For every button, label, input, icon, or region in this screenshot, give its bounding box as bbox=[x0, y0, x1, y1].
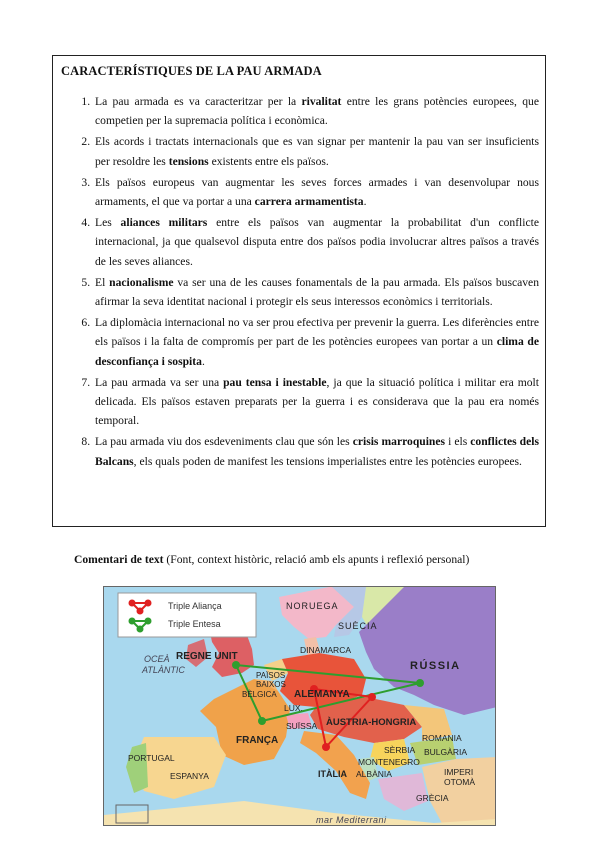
label-mar: mar Mediterrani bbox=[316, 815, 387, 825]
entente-node-franca bbox=[258, 717, 266, 725]
item-keyword: crisis marroquines bbox=[352, 435, 446, 449]
label-regne-unit: REGNE UNIT bbox=[176, 651, 238, 662]
label-paisos-1: PAÏSOS bbox=[256, 671, 286, 680]
label-portugal: PORTUGAL bbox=[128, 753, 175, 763]
entente-node-uk bbox=[232, 661, 240, 669]
item-text: El bbox=[95, 275, 110, 289]
label-suissa: SUÏSSA bbox=[286, 721, 318, 731]
item-keyword: rivalitat bbox=[301, 95, 342, 108]
label-franca: FRANÇA bbox=[236, 735, 279, 746]
label-alemanya: ALEMANYA bbox=[294, 689, 350, 700]
characteristic-item bbox=[93, 313, 539, 371]
comment-instruction bbox=[74, 553, 469, 566]
item-keyword: pau tensa i inestable bbox=[223, 375, 327, 389]
item-text: entre els països van augmentar la probabilitat d'un conflicte internacional, ja que qualsevol disputa entre dos països podia involucrar altres països a través de les seves aliances. bbox=[95, 216, 540, 268]
item-text: i els bbox=[445, 435, 471, 449]
label-paisos-2: BAIXOS bbox=[256, 680, 286, 689]
item-text: La diplomàcia internacional no va ser prou efectiva per prevenir la guerra. Les diferències entre els països i la falta de compromís per part de les potències europees van portar a un bbox=[95, 316, 539, 349]
item-keyword: tensions bbox=[168, 154, 209, 168]
item-text: Els acords i tractats internacionals que es van signar per mantenir la pau van ser insuficients per resoldre les bbox=[95, 135, 539, 168]
label-noruega: NORUEGA bbox=[286, 601, 339, 611]
comment-bold: Comentari de text bbox=[74, 553, 164, 566]
label-belgica: BÈLGICA bbox=[242, 690, 277, 699]
item-keyword: aliances militars bbox=[120, 216, 208, 230]
item-text: va ser una de les causes fonamentals de la pau armada. Els països buscaven afirmar la seva identitat nacional i protegir els seus interessos econòmics i territorials. bbox=[95, 275, 539, 309]
label-grecia: GRÈCIA bbox=[416, 793, 449, 803]
alliance-node-italia bbox=[322, 743, 330, 751]
item-keyword: carrera armamentista bbox=[254, 195, 364, 209]
item-keyword: nacionalisme bbox=[109, 275, 174, 289]
characteristic-item bbox=[93, 432, 539, 470]
characteristics-list bbox=[53, 92, 547, 473]
item-text: , els quals poden de manifest les tensions imperialistes entre les potències europees. bbox=[133, 454, 522, 468]
label-servia: SÈRBIA bbox=[384, 745, 416, 755]
label-russia: RÚSSIA bbox=[410, 660, 461, 672]
characteristic-item bbox=[93, 132, 539, 170]
label-bulgaria: BULGÀRIA bbox=[424, 747, 467, 757]
item-keyword: conflictes dels Balcans bbox=[95, 435, 539, 468]
alliance-node-austria bbox=[368, 693, 376, 701]
label-montenegro: MONTENEGRO bbox=[358, 757, 420, 767]
characteristic-item bbox=[93, 273, 539, 311]
item-keyword: clima de desconfiança i sospita bbox=[95, 335, 539, 368]
label-imperi-2: OTOMÀ bbox=[444, 777, 476, 787]
characteristic-item bbox=[93, 92, 539, 130]
item-text: entre les grans potències europees, que competien per la supremacia política i econòmica. bbox=[95, 95, 539, 128]
label-suecia: SUÈCIA bbox=[338, 621, 378, 631]
characteristic-item bbox=[93, 213, 539, 271]
comment-rest: (Font, context històric, relació amb els apunts i reflexió personal) bbox=[163, 553, 470, 566]
label-austria: ÀUSTRIA-HONGRIA bbox=[326, 717, 417, 728]
legend-entente-label: Triple Entesa bbox=[168, 619, 221, 629]
legend-alliance-label: Triple Aliança bbox=[168, 601, 222, 611]
item-text: . bbox=[201, 354, 205, 368]
item-text: La pau armada viu dos esdeveniments clau que són les bbox=[95, 435, 353, 449]
europe-alliances-map bbox=[103, 586, 496, 826]
entente-node-russia bbox=[416, 679, 424, 687]
item-text: La pau armada es va caracteritzar per la bbox=[95, 95, 302, 108]
characteristic-item bbox=[93, 173, 539, 211]
box-title: CARACTERÍSTIQUES DE LA PAU ARMADA bbox=[61, 64, 322, 78]
label-ocea-1: OCEÀ bbox=[144, 654, 170, 664]
characteristic-item bbox=[93, 373, 539, 431]
item-text: Els països europeus van augmentar les seves forces armades i van desenvolupar nous armaments, el que va portar a una bbox=[95, 175, 539, 209]
label-italia: ITÀLIA bbox=[318, 769, 347, 779]
characteristics-box bbox=[52, 55, 546, 527]
item-text: , ja que la situació política i militar era molt delicada. Els països estaven preparats per la guerra i es considerava que la pau era només temporal. bbox=[95, 375, 539, 428]
item-text: Les bbox=[95, 216, 121, 230]
item-text: . bbox=[363, 195, 367, 209]
label-lux: LUX. bbox=[284, 703, 303, 713]
label-albania: ALBÀNIA bbox=[356, 769, 392, 779]
label-romania: ROMANIA bbox=[422, 733, 462, 743]
item-text: existents entre els països. bbox=[208, 154, 329, 168]
map-svg bbox=[104, 587, 496, 826]
label-imperi-1: IMPERI bbox=[444, 767, 474, 777]
label-dinamarca: DINAMARCA bbox=[300, 645, 352, 655]
label-espanya: ESPANYA bbox=[170, 771, 209, 781]
label-ocea-2: ATLÀNTIC bbox=[142, 665, 185, 675]
item-text: La pau armada va ser una bbox=[95, 375, 224, 389]
